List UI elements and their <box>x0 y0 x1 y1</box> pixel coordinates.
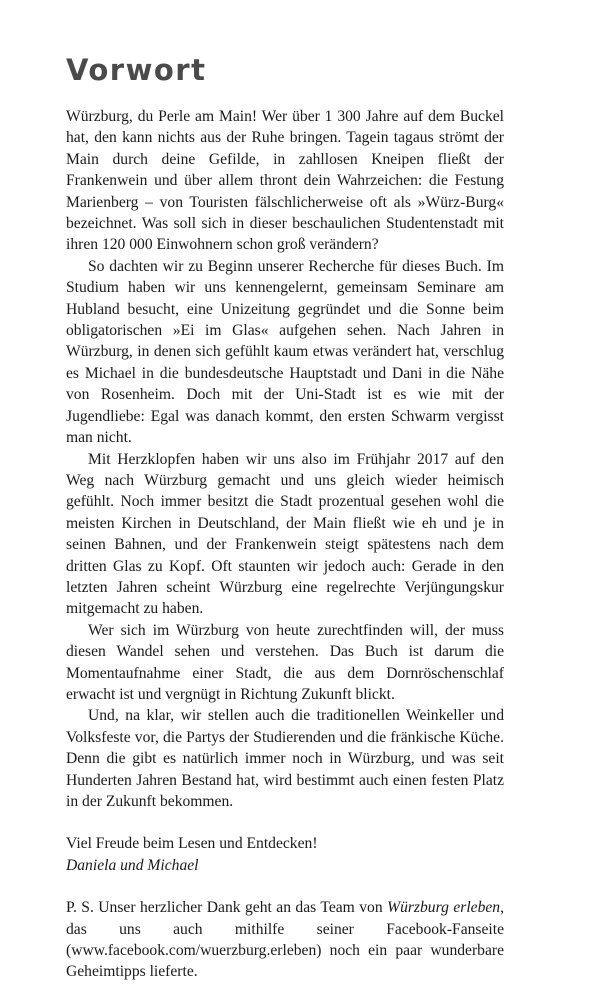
postscript <box>66 897 504 983</box>
paragraph-1: Würzburg, du Perle am Main! Wer über 1 300 Jahre auf dem Buckel hat, den kann nichts aus der Ruhe bringen. Tagein tagaus strömt der Main durch deine Gefilde, in zahllosen Kneipen fließt der Frankenwein und über allem thront dein Wahrzeichen: die Festung Marienberg – von Touristen fälschlicherweise oft als »Würz-Burg« bezeichnet. Was soll sich in dieser beschaulichen Studentenstadt mit ihren 120 000 Einwohnern schon groß verändern? <box>66 108 504 254</box>
postscript-emphasis: Würzburg erleben <box>387 899 501 917</box>
paragraph-2: So dachten wir zu Beginn unserer Recherche für dieses Buch. Im Studium haben wir uns kennengelernt, gemeinsam Seminare am Hubland besucht, eine Unizeitung gegründet und die Sonne beim obligatorischen »Ei im Glas« aufgehen sehen. Nach Jahren in Würzburg, in denen sich gefühlt kaum etwas verändert hat, verschlug es Michael in die bundesdeutsche Hauptstadt und Dani in die Nähe von Rosenheim. Doch mit der Uni-Stadt ist es wie mit der Jugendliebe: Egal was danach kommt, den ersten Schwarm vergisst man nicht. <box>66 257 504 447</box>
postscript-text-end: , das uns auch mithilfe seiner Facebook-Fanseite (www.facebook.com/wuerzburg.erleben) noch ein paar wunderbare Geheimtipps lieferte. <box>66 899 504 981</box>
paragraph-5: Und, na klar, wir stellen auch die traditionellen Weinkeller und Volksfeste vor, die Partys der Studierenden und die fränkische Küche. Denn die gibt es natürlich immer noch in Würzburg, und was seit Hunderten Jahren Bestand hat, wird bestimmt auch einen festen Platz in der Zukunft bekommen. <box>66 707 504 810</box>
postscript-text-start: P. S. Unser herzlicher Dank geht an das Team von <box>66 899 388 917</box>
closing <box>66 833 504 876</box>
signature: Daniela und Michael <box>66 856 199 874</box>
page-title: Vorwort <box>66 53 207 87</box>
paragraph-3: Mit Herzklopfen haben wir uns also im Frühjahr 2017 auf den Weg nach Würzburg gemacht und uns gleich wieder heimisch gefühlt. Noch immer besitzt die Stadt prozentual gesehen wohl die meisten Kirchen in Deutschland, der Main fließt wie eh und je in seinen Bahnen, und der Frankenwein steigt spätestens nach dem dritten Glas zu Kopf. Oft staunten wir jedoch auch: Gerade in den letzten Jahren scheint Würzburg eine regelrechte Verjüngungskur mitgemacht zu haben. <box>66 450 504 618</box>
closing-line: Viel Freude beim Lesen und Entdecken! <box>66 835 318 853</box>
page <box>66 52 504 983</box>
paragraph-4: Wer sich im Würzburg von heute zurechtfinden will, der muss diesen Wandel sehen und verstehen. Das Buch ist darum die Momentaufnahme einer Stadt, die aus dem Dornröschenschlaf erwacht ist und vergnügt in Richtung Zukunft blickt. <box>66 621 504 703</box>
foreword-body <box>66 106 504 812</box>
